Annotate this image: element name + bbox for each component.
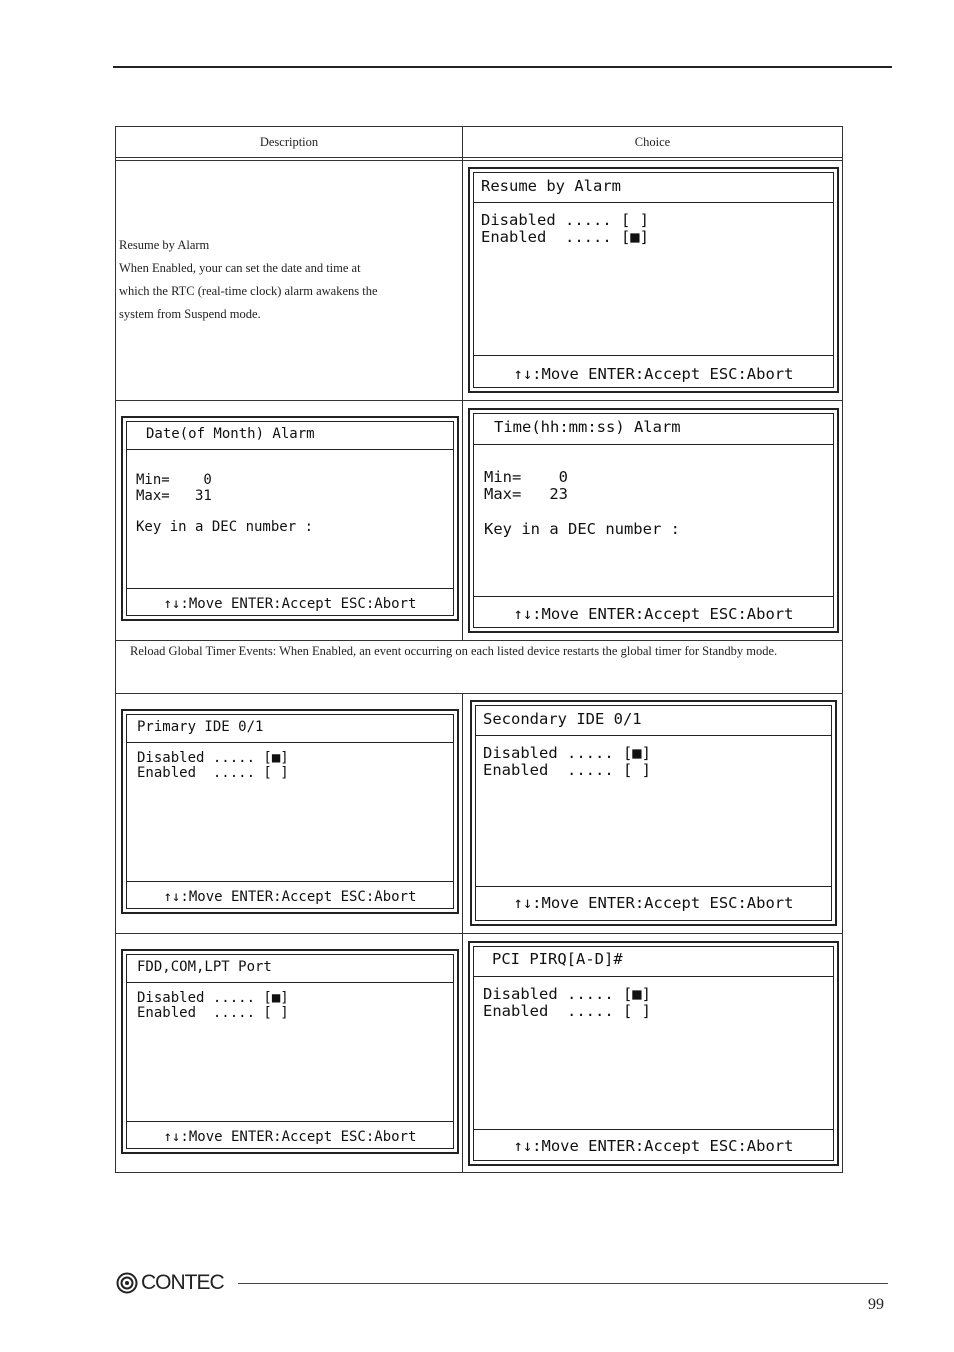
key-hint: ↑↓:Move ENTER:Accept ESC:Abort <box>163 1129 417 1145</box>
dialog-divider <box>473 444 834 445</box>
option-enabled[interactable]: Enabled ..... [ ] <box>483 1002 651 1020</box>
dialog-divider <box>475 735 832 736</box>
dialog-divider <box>126 742 454 743</box>
option-enabled[interactable]: Enabled ..... [■] <box>481 228 649 246</box>
dialog-title: Primary IDE 0/1 <box>137 719 264 735</box>
dialog-divider <box>473 1129 834 1130</box>
option-disabled[interactable]: Disabled ..... [■] <box>137 750 289 766</box>
option-disabled[interactable]: Disabled ..... [■] <box>137 990 289 1006</box>
dialog-divider <box>473 976 834 977</box>
min-value: Min= 0 <box>484 468 568 486</box>
header-rule <box>116 157 842 158</box>
option-enabled[interactable]: Enabled ..... [ ] <box>137 1005 289 1021</box>
max-value: Max= 31 <box>136 488 212 504</box>
page-number: 99 <box>868 1296 884 1313</box>
settings-table <box>115 126 843 1173</box>
row-rule-4 <box>116 933 842 934</box>
key-hint: ↑↓:Move ENTER:Accept ESC:Abort <box>513 1137 794 1155</box>
resume-desc-line: which the RTC (real-time clock) alarm awakens the <box>119 284 378 298</box>
input-prompt[interactable]: Key in a DEC number : <box>484 520 680 538</box>
input-prompt[interactable]: Key in a DEC number : <box>136 519 314 535</box>
key-hint: ↑↓:Move ENTER:Accept ESC:Abort <box>513 605 794 623</box>
resume-desc-line: When Enabled, your can set the date and time at <box>119 261 361 275</box>
contec-logo-icon <box>116 1272 138 1294</box>
max-value: Max= 23 <box>484 485 568 503</box>
dialog-title: PCI PIRQ[A-D]# <box>492 950 623 968</box>
dialog-divider <box>126 982 454 983</box>
contec-logo <box>116 1271 224 1295</box>
resume-alarm-dialog <box>468 167 839 393</box>
dialog-title: Secondary IDE 0/1 <box>483 710 642 728</box>
pci-pirq-dialog <box>468 941 839 1166</box>
min-value: Min= 0 <box>136 472 212 488</box>
key-hint: ↑↓:Move ENTER:Accept ESC:Abort <box>163 596 417 612</box>
dialog-divider <box>473 202 834 203</box>
resume-description <box>119 234 459 326</box>
primary-ide-dialog <box>121 709 459 914</box>
dialog-divider <box>473 355 834 356</box>
dialog-divider <box>126 1121 454 1122</box>
fdd-com-lpt-dialog <box>121 949 459 1154</box>
top-rule <box>113 66 892 68</box>
dialog-divider <box>473 596 834 597</box>
key-hint: ↑↓:Move ENTER:Accept ESC:Abort <box>163 889 417 905</box>
column-divider-top <box>462 127 463 640</box>
time-alarm-dialog <box>468 408 839 633</box>
brand-name: CONTEC <box>141 1271 224 1294</box>
resume-desc-line: Resume by Alarm <box>119 238 210 252</box>
dialog-divider <box>126 881 454 882</box>
footer-rule <box>238 1283 888 1284</box>
option-enabled[interactable]: Enabled ..... [ ] <box>137 765 289 781</box>
header-choice: Choice <box>634 134 671 149</box>
option-disabled[interactable]: Disabled ..... [■] <box>483 744 651 762</box>
key-hint: ↑↓:Move ENTER:Accept ESC:Abort <box>513 365 794 383</box>
dialog-title: Time(hh:mm:ss) Alarm <box>494 418 681 436</box>
option-enabled[interactable]: Enabled ..... [ ] <box>483 761 651 779</box>
option-disabled[interactable]: Disabled ..... [ ] <box>481 211 649 229</box>
dialog-divider <box>126 588 454 589</box>
dialog-divider <box>126 449 454 450</box>
dialog-title: Date(of Month) Alarm <box>146 426 315 442</box>
reload-global-timer-text: Reload Global Timer Events: When Enabled, an event occurring on each listed device restarts the global timer for Standby mode. <box>130 644 778 658</box>
resume-desc-line: system from Suspend mode. <box>119 307 261 321</box>
dialog-divider <box>475 886 832 887</box>
dialog-title: Resume by Alarm <box>481 177 621 195</box>
option-disabled[interactable]: Disabled ..... [■] <box>483 985 651 1003</box>
row-rule-1 <box>116 400 842 401</box>
row-rule-3 <box>116 693 842 694</box>
key-hint: ↑↓:Move ENTER:Accept ESC:Abort <box>513 894 794 912</box>
dialog-title: FDD,COM,LPT Port <box>137 959 272 975</box>
date-alarm-dialog <box>121 416 459 621</box>
secondary-ide-dialog <box>470 700 837 926</box>
header-rule-double <box>116 160 842 161</box>
header-description: Description <box>259 134 319 149</box>
